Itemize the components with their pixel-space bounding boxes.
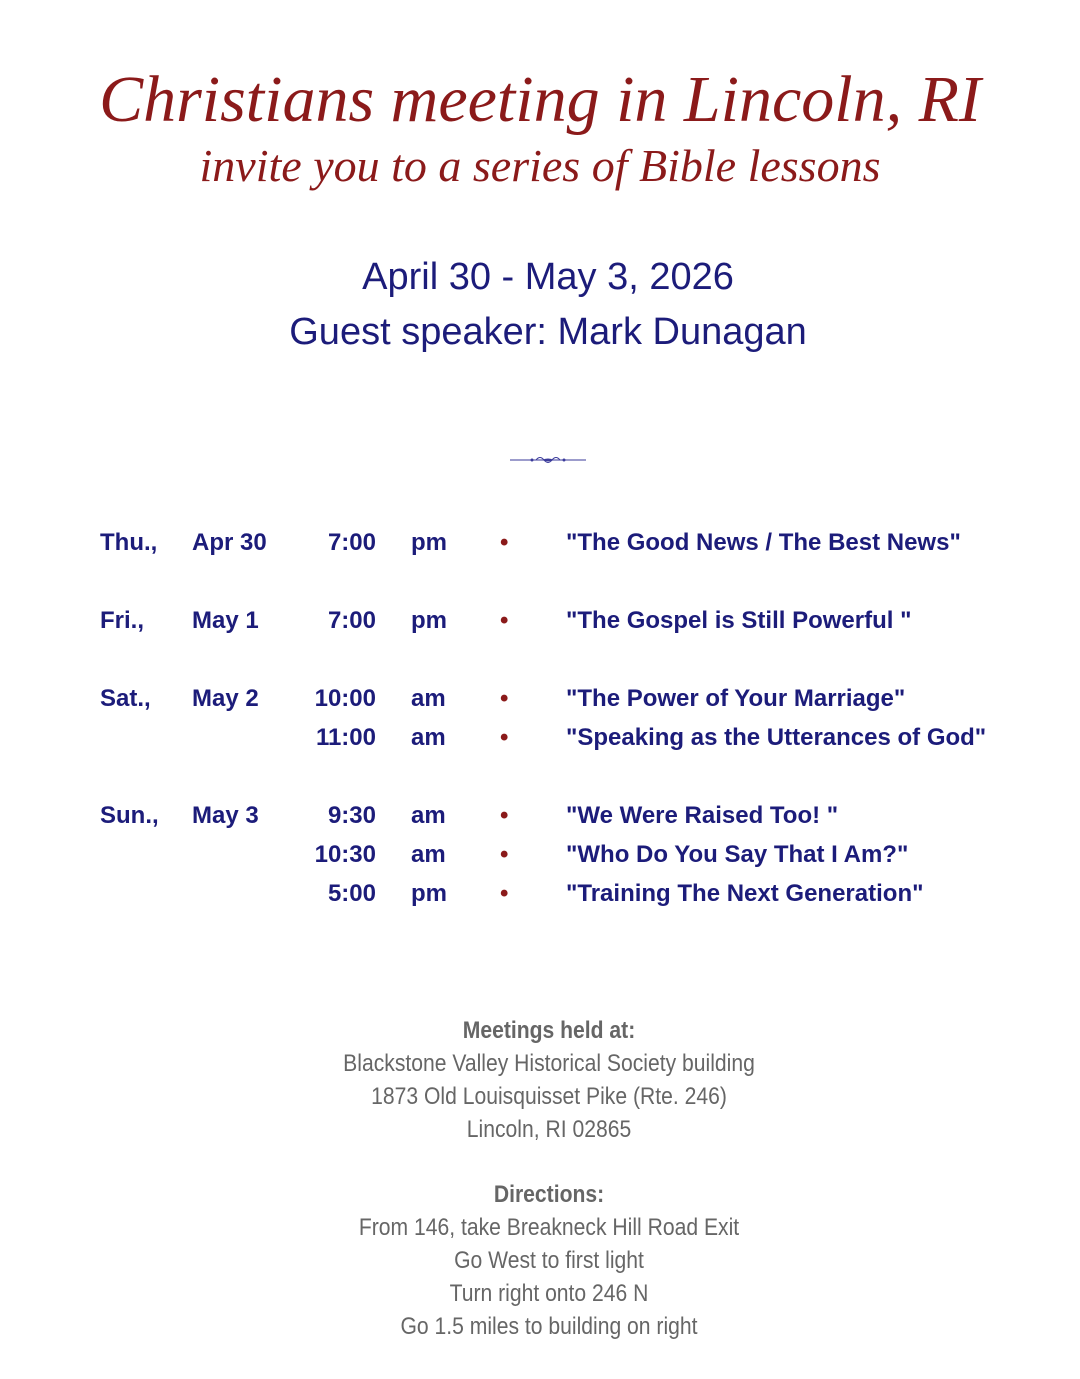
schedule-day: Sun., [100, 802, 159, 829]
schedule-ampm: pm [411, 880, 447, 907]
schedule-date: May 3 [192, 802, 259, 829]
schedule-row [0, 605, 1080, 637]
bullet-icon: • [500, 607, 509, 634]
lesson-title: "Training The Next Generation" [566, 880, 924, 907]
directions-line: Turn right onto 246 N [449, 1280, 649, 1307]
venue-line: 1873 Old Louisquisset Pike (Rte. 246) [371, 1083, 727, 1110]
schedule-date: May 2 [192, 685, 259, 712]
schedule-time: 11:00 [315, 724, 376, 751]
schedule-ampm: pm [411, 607, 447, 634]
lesson-title: "The Power of Your Marriage" [566, 685, 906, 712]
schedule-day: Fri., [100, 607, 145, 634]
event-dates: April 30 - May 3, 2026 [362, 256, 734, 298]
lesson-title: "The Gospel is Still Powerful " [566, 607, 912, 634]
venue-heading: Meetings held at: [462, 1017, 636, 1044]
schedule-time: 7:00 [327, 529, 376, 556]
bullet-icon: • [500, 841, 509, 868]
lesson-title: "Speaking as the Utterances of God" [566, 724, 987, 751]
schedule-row [0, 878, 1080, 910]
directions-line: Go 1.5 miles to building on right [400, 1313, 698, 1340]
schedule-row [0, 722, 1080, 754]
page-title: Christians meeting in Lincoln, RI [99, 63, 981, 136]
lesson-title: "The Good News / The Best News" [566, 529, 961, 556]
schedule-ampm: am [411, 724, 446, 751]
lesson-title: "We Were Raised Too! " [566, 802, 839, 829]
bullet-icon: • [500, 880, 509, 907]
guest-speaker: Guest speaker: Mark Dunagan [289, 311, 807, 353]
schedule-ampm: am [411, 802, 446, 829]
schedule-row [0, 683, 1080, 715]
directions-line: Go West to first light [454, 1247, 644, 1274]
bullet-icon: • [500, 685, 509, 712]
schedule-date: Apr 30 [192, 529, 267, 556]
schedule-day: Sat., [100, 685, 151, 712]
scroll-divider-icon [508, 452, 588, 468]
bullet-icon: • [500, 724, 509, 751]
bullet-icon: • [500, 802, 509, 829]
bullet-icon: • [500, 529, 509, 556]
schedule-time: 10:00 [314, 685, 376, 712]
venue-line: Lincoln, RI 02865 [466, 1116, 632, 1143]
schedule-time: 9:30 [327, 802, 376, 829]
schedule-ampm: pm [411, 529, 447, 556]
schedule-ampm: am [411, 841, 446, 868]
venue-line: Blackstone Valley Historical Society building [343, 1050, 755, 1077]
directions-heading: Directions: [493, 1181, 605, 1208]
schedule-row [0, 839, 1080, 871]
schedule-row [0, 800, 1080, 832]
lesson-title: "Who Do You Say That I Am?" [566, 841, 909, 868]
schedule-time: 10:30 [314, 841, 376, 868]
page-subtitle: invite you to a series of Bible lessons [199, 140, 881, 191]
schedule-ampm: am [411, 685, 446, 712]
schedule-date: May 1 [192, 607, 259, 634]
schedule-time: 7:00 [327, 607, 376, 634]
schedule-row [0, 527, 1080, 559]
directions-line: From 146, take Breakneck Hill Road Exit [358, 1214, 740, 1241]
schedule-time: 5:00 [327, 880, 376, 907]
schedule-day: Thu., [100, 529, 158, 556]
